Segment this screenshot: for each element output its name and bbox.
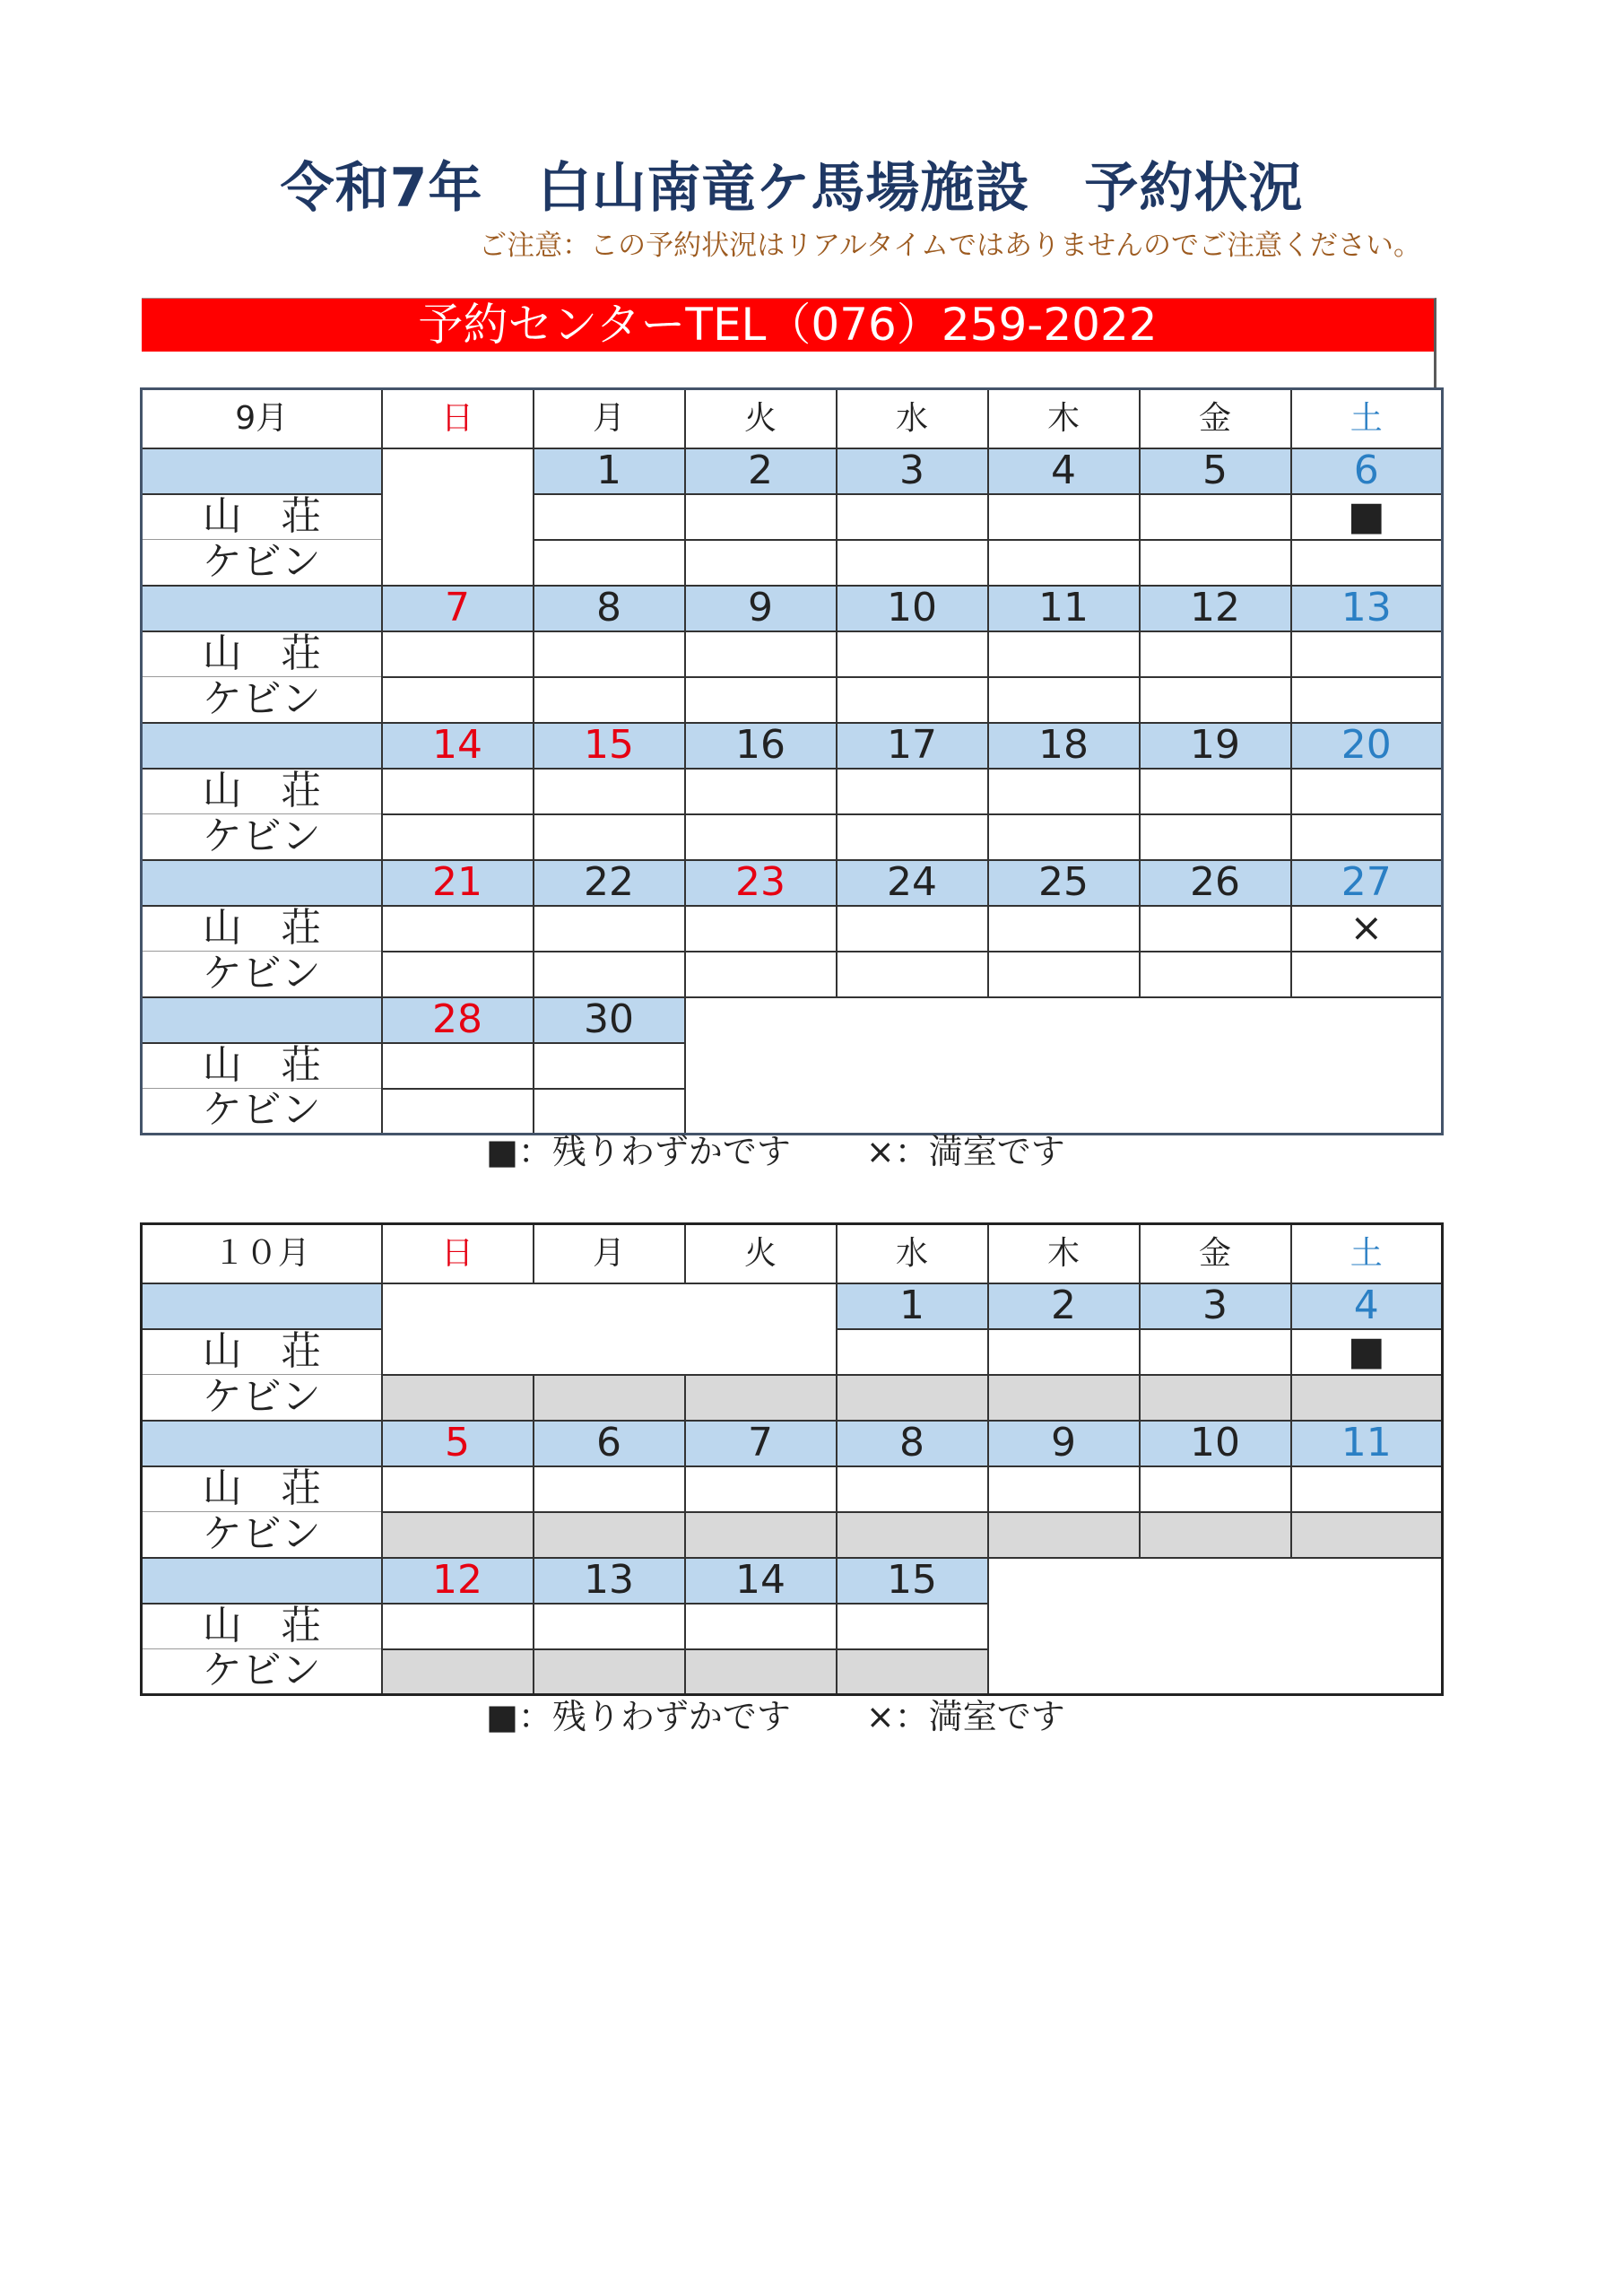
date-cell: 7 xyxy=(382,586,534,631)
date-cell: 5 xyxy=(1140,448,1291,494)
weekday-header-cell: 金 xyxy=(1140,389,1291,448)
calendar-body xyxy=(142,1224,1443,1695)
date-row-label-cell xyxy=(142,723,382,769)
cabin-label: ケビン xyxy=(142,1512,382,1558)
page-title: 令和7年 白山南竜ケ馬場施設 予約状況 xyxy=(280,157,1304,220)
weekday-header-cell: 金 xyxy=(1140,1224,1291,1283)
date-row xyxy=(142,448,1443,494)
sanso-cell xyxy=(534,906,685,952)
sanso-cell xyxy=(988,1329,1140,1375)
date-row-label-cell xyxy=(142,860,382,906)
sanso-label: 山 荘 xyxy=(142,769,382,814)
date-cell: 6 xyxy=(1291,448,1443,494)
sanso-cell xyxy=(837,631,988,677)
cabin-cell xyxy=(837,952,988,997)
sanso-row xyxy=(142,494,1443,540)
date-row xyxy=(142,1421,1443,1466)
sanso-row xyxy=(142,1466,1443,1512)
cabin-cell xyxy=(1140,814,1291,860)
date-cell: 14 xyxy=(382,723,534,769)
date-cell: 23 xyxy=(685,860,837,906)
sanso-cell xyxy=(988,769,1140,814)
sanso-cell xyxy=(837,769,988,814)
sanso-cell xyxy=(1140,1329,1291,1375)
sanso-cell xyxy=(685,1604,837,1649)
date-cell: 9 xyxy=(988,1421,1140,1466)
date-cell: 1 xyxy=(837,1283,988,1329)
cabin-label: ケビン xyxy=(142,1375,382,1421)
date-cell: 22 xyxy=(534,860,685,906)
empty-calendar-area xyxy=(382,1283,837,1375)
month-label: 9月 xyxy=(142,389,382,448)
date-cell: 9 xyxy=(685,586,837,631)
cabin-row xyxy=(142,952,1443,997)
cabin-cell xyxy=(1140,952,1291,997)
date-row xyxy=(142,1283,1443,1329)
cabin-cell xyxy=(534,677,685,723)
sanso-row xyxy=(142,906,1443,952)
sanso-row xyxy=(142,769,1443,814)
date-row xyxy=(142,586,1443,631)
sanso-cell xyxy=(1291,1466,1443,1512)
date-cell: 20 xyxy=(1291,723,1443,769)
cabin-cell xyxy=(685,952,837,997)
weekday-header-cell: 木 xyxy=(988,389,1140,448)
sanso-cell xyxy=(1140,494,1291,540)
cabin-cell xyxy=(837,540,988,586)
date-cell: 3 xyxy=(1140,1283,1291,1329)
legend-few-remaining: ■：残りわずかです xyxy=(486,1697,791,1736)
cabin-cell xyxy=(988,952,1140,997)
date-cell: 26 xyxy=(1140,860,1291,906)
cabin-cell xyxy=(382,1375,534,1421)
sanso-cell xyxy=(1291,631,1443,677)
weekday-header-cell: 月 xyxy=(534,389,685,448)
date-cell: 10 xyxy=(837,586,988,631)
cabin-cell xyxy=(1140,677,1291,723)
date-cell: 13 xyxy=(1291,586,1443,631)
cabin-cell xyxy=(534,1375,685,1421)
cabin-cell xyxy=(1140,1512,1291,1558)
cabin-label: ケビン xyxy=(142,814,382,860)
calendar-body xyxy=(142,389,1443,1135)
date-cell: 25 xyxy=(988,860,1140,906)
date-row-label-cell xyxy=(142,586,382,631)
cabin-cell xyxy=(837,1649,988,1695)
date-row-label-cell xyxy=(142,1558,382,1604)
cabin-label: ケビン xyxy=(142,1649,382,1695)
cabin-label: ケビン xyxy=(142,677,382,723)
date-cell: 17 xyxy=(837,723,988,769)
date-row-label-cell xyxy=(142,1421,382,1466)
weekday-header-cell: 火 xyxy=(685,1224,837,1283)
sanso-cell xyxy=(382,769,534,814)
weekday-header-cell: 水 xyxy=(837,1224,988,1283)
sanso-cell xyxy=(685,494,837,540)
date-cell: 10 xyxy=(1140,1421,1291,1466)
sanso-label: 山 荘 xyxy=(142,1043,382,1089)
cabin-row xyxy=(142,1375,1443,1421)
legend-few-remaining: ■：残りわずかです xyxy=(486,1132,791,1171)
date-cell: 7 xyxy=(685,1421,837,1466)
cabin-cell xyxy=(1291,952,1443,997)
cabin-cell xyxy=(837,814,988,860)
sanso-label: 山 荘 xyxy=(142,906,382,952)
sanso-cell xyxy=(988,631,1140,677)
date-cell: 2 xyxy=(988,1283,1140,1329)
date-cell: 1 xyxy=(534,448,685,494)
cabin-cell xyxy=(1291,540,1443,586)
legend xyxy=(486,1132,1065,1171)
cabin-row xyxy=(142,540,1443,586)
cabin-cell xyxy=(837,677,988,723)
cabin-cell xyxy=(382,677,534,723)
weekday-header-cell: 月 xyxy=(534,1224,685,1283)
cabin-cell xyxy=(1140,540,1291,586)
weekday-header-cell: 水 xyxy=(837,389,988,448)
cabin-cell xyxy=(382,1649,534,1695)
sanso-cell xyxy=(534,1466,685,1512)
cabin-cell xyxy=(382,1512,534,1558)
sanso-label: 山 荘 xyxy=(142,494,382,540)
cabin-cell xyxy=(534,952,685,997)
date-cell: 16 xyxy=(685,723,837,769)
cabin-cell xyxy=(534,814,685,860)
weekday-header-cell: 火 xyxy=(685,389,837,448)
date-row xyxy=(142,1558,1443,1604)
empty-calendar-area xyxy=(382,448,534,586)
date-cell: 14 xyxy=(685,1558,837,1604)
cabin-cell xyxy=(685,1512,837,1558)
weekday-header-cell: 日 xyxy=(382,1224,534,1283)
weekday-header-cell: 土 xyxy=(1291,389,1443,448)
sanso-cell xyxy=(1140,906,1291,952)
sanso-row xyxy=(142,631,1443,677)
sanso-cell: ■ xyxy=(1291,494,1443,540)
date-cell: 28 xyxy=(382,997,534,1043)
empty-calendar-area xyxy=(685,997,1443,1135)
sanso-cell xyxy=(837,1329,988,1375)
month-label: １０月 xyxy=(142,1224,382,1283)
cabin-cell xyxy=(534,1089,685,1135)
cabin-cell xyxy=(988,1375,1140,1421)
sanso-cell xyxy=(382,1604,534,1649)
date-cell: 18 xyxy=(988,723,1140,769)
cabin-cell xyxy=(837,1375,988,1421)
sanso-cell xyxy=(382,1043,534,1089)
date-row-label-cell xyxy=(142,1283,382,1329)
cabin-label: ケビン xyxy=(142,540,382,586)
empty-calendar-area xyxy=(988,1558,1443,1695)
cabin-cell xyxy=(685,1375,837,1421)
reservation-banner-box xyxy=(142,298,1436,387)
date-row xyxy=(142,860,1443,906)
cabin-cell xyxy=(685,540,837,586)
date-cell: 27 xyxy=(1291,860,1443,906)
date-cell: 12 xyxy=(1140,586,1291,631)
date-cell: 8 xyxy=(534,586,685,631)
sanso-label: 山 荘 xyxy=(142,631,382,677)
sanso-cell xyxy=(1140,631,1291,677)
weekday-header-cell: 日 xyxy=(382,389,534,448)
cabin-cell xyxy=(1291,1512,1443,1558)
cabin-cell xyxy=(382,1089,534,1135)
date-row xyxy=(142,723,1443,769)
cabin-cell xyxy=(534,1512,685,1558)
sanso-cell xyxy=(685,769,837,814)
sanso-cell xyxy=(534,1043,685,1089)
cabin-cell xyxy=(534,1649,685,1695)
cabin-cell xyxy=(1291,1375,1443,1421)
date-cell: 4 xyxy=(1291,1283,1443,1329)
cabin-row xyxy=(142,814,1443,860)
legend xyxy=(486,1697,1065,1736)
sanso-cell xyxy=(988,494,1140,540)
date-cell: 15 xyxy=(837,1558,988,1604)
date-cell: 6 xyxy=(534,1421,685,1466)
date-cell: 15 xyxy=(534,723,685,769)
date-cell: 8 xyxy=(837,1421,988,1466)
sanso-cell xyxy=(534,769,685,814)
cabin-label: ケビン xyxy=(142,1089,382,1135)
legend-full: ×：満室です xyxy=(865,1132,1065,1171)
cabin-cell xyxy=(837,1512,988,1558)
notice-text: ご注意：この予約状況はリアルタイムではありませんのでご注意ください。 xyxy=(479,230,1421,262)
calendar-october xyxy=(140,1222,1444,1696)
sanso-cell xyxy=(1291,769,1443,814)
legend-full: ×：満室です xyxy=(865,1697,1065,1736)
date-cell: 11 xyxy=(1291,1421,1443,1466)
sanso-label: 山 荘 xyxy=(142,1466,382,1512)
date-cell: 24 xyxy=(837,860,988,906)
date-cell: 2 xyxy=(685,448,837,494)
cabin-cell xyxy=(534,540,685,586)
date-row xyxy=(142,997,1443,1043)
sanso-cell xyxy=(534,631,685,677)
sanso-cell xyxy=(534,494,685,540)
cabin-cell xyxy=(685,814,837,860)
cabin-row xyxy=(142,677,1443,723)
calendar-september xyxy=(140,387,1444,1135)
sanso-label: 山 荘 xyxy=(142,1329,382,1375)
sanso-cell xyxy=(1140,1466,1291,1512)
date-cell: 5 xyxy=(382,1421,534,1466)
date-row-label-cell xyxy=(142,997,382,1043)
sanso-cell: ■ xyxy=(1291,1329,1443,1375)
sanso-cell xyxy=(534,1604,685,1649)
cabin-cell xyxy=(382,952,534,997)
date-cell: 12 xyxy=(382,1558,534,1604)
cabin-cell xyxy=(1291,814,1443,860)
cabin-cell xyxy=(382,814,534,860)
date-cell: 30 xyxy=(534,997,685,1043)
sanso-cell xyxy=(988,906,1140,952)
sanso-cell xyxy=(685,906,837,952)
cabin-row xyxy=(142,1512,1443,1558)
cabin-cell xyxy=(1291,677,1443,723)
sanso-cell xyxy=(837,1604,988,1649)
sanso-label: 山 荘 xyxy=(142,1604,382,1649)
cabin-label: ケビン xyxy=(142,952,382,997)
cabin-cell xyxy=(988,814,1140,860)
sanso-cell xyxy=(382,631,534,677)
weekday-header-row xyxy=(142,389,1443,448)
cabin-cell xyxy=(685,677,837,723)
weekday-header-row xyxy=(142,1224,1443,1283)
reservation-center-phone-banner: 予約センターTEL（076）259-2022 xyxy=(142,299,1434,352)
sanso-cell xyxy=(382,1466,534,1512)
cabin-cell xyxy=(988,540,1140,586)
cabin-cell xyxy=(988,1512,1140,1558)
sanso-cell xyxy=(1140,769,1291,814)
date-cell: 11 xyxy=(988,586,1140,631)
cabin-cell xyxy=(685,1649,837,1695)
sanso-cell xyxy=(837,906,988,952)
date-row-label-cell xyxy=(142,448,382,494)
date-cell: 4 xyxy=(988,448,1140,494)
date-cell: 21 xyxy=(382,860,534,906)
sanso-cell xyxy=(837,494,988,540)
cabin-cell xyxy=(1140,1375,1291,1421)
sanso-cell xyxy=(837,1466,988,1512)
cabin-cell xyxy=(988,677,1140,723)
weekday-header-cell: 土 xyxy=(1291,1224,1443,1283)
weekday-header-cell: 木 xyxy=(988,1224,1140,1283)
sanso-cell xyxy=(988,1466,1140,1512)
sanso-cell xyxy=(685,1466,837,1512)
date-cell: 13 xyxy=(534,1558,685,1604)
date-cell: 19 xyxy=(1140,723,1291,769)
sanso-cell xyxy=(382,906,534,952)
sanso-cell: × xyxy=(1291,906,1443,952)
sanso-cell xyxy=(685,631,837,677)
date-cell: 3 xyxy=(837,448,988,494)
